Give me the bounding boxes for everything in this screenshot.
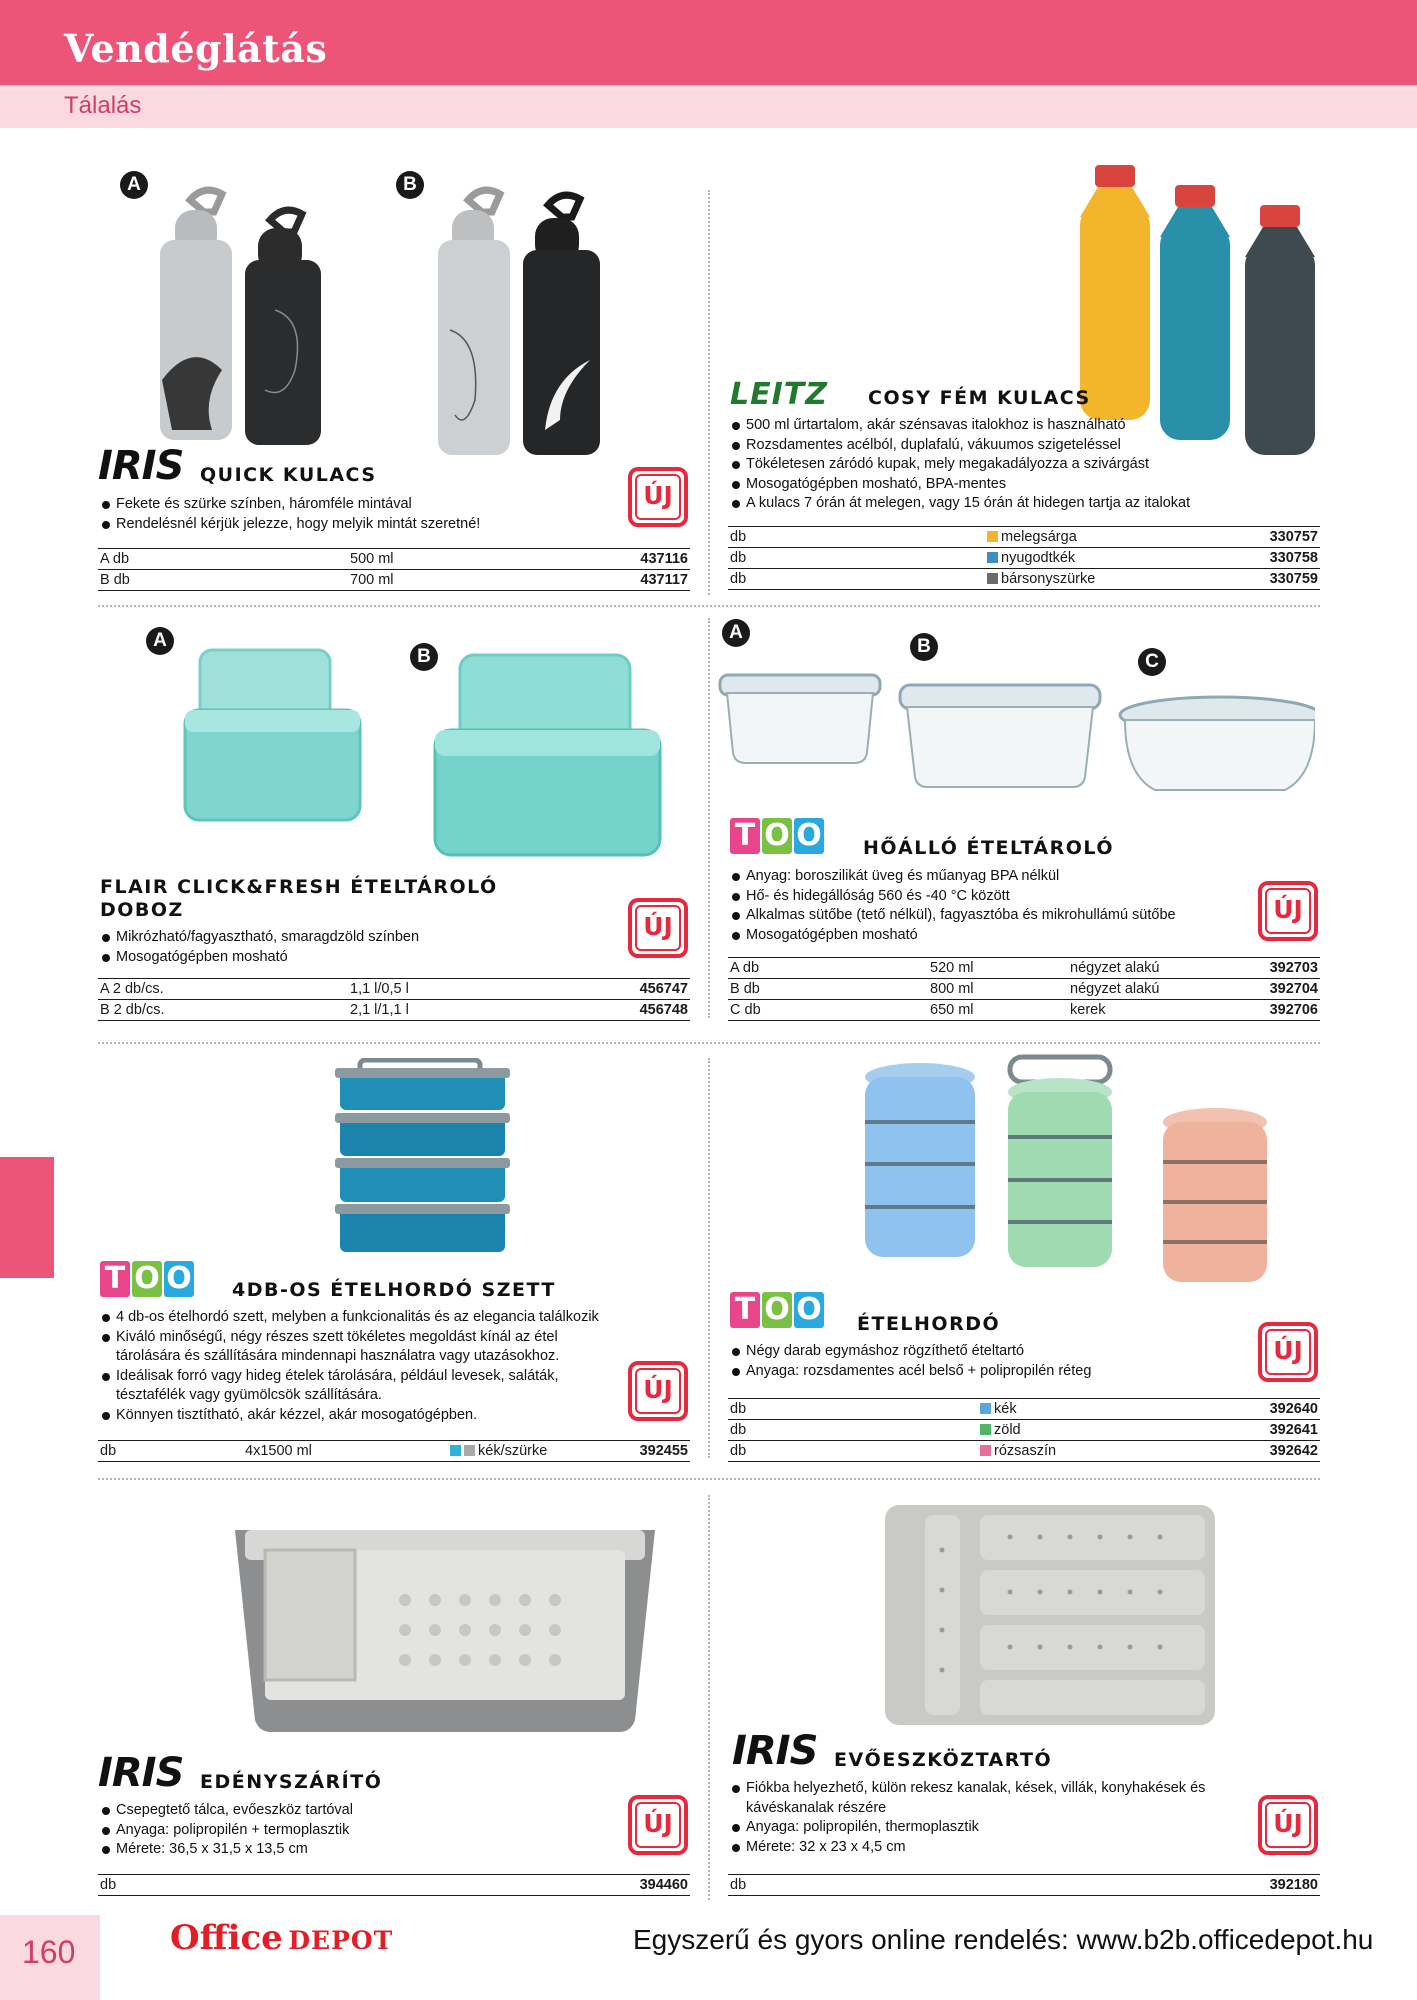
- variant-badge-a: A: [120, 171, 148, 199]
- product-table: [98, 978, 690, 1021]
- product-title: HŐÁLLÓ ÉTELTÁROLÓ: [863, 837, 1114, 859]
- divider-vertical: [708, 190, 710, 595]
- table-row: [728, 1875, 1320, 1896]
- size-cell: 800 ml: [928, 979, 1068, 1000]
- size-cell: 650 ml: [928, 1000, 1068, 1021]
- feature-item: Csepegtető tálca, evőeszköz tartóval: [100, 1801, 600, 1821]
- code-cell: 437116: [512, 549, 690, 570]
- table-row: [98, 570, 690, 591]
- feature-list: [100, 1308, 620, 1425]
- size-cell: 2,1 l/1,1 l: [348, 1000, 535, 1021]
- feature-item: Mikrózható/fagyasztható, smaragdzöld színben: [100, 928, 600, 948]
- brand-logo-too: [730, 818, 824, 854]
- product-table: [728, 1398, 1320, 1462]
- feature-item: 500 ml űrtartalom, akár szénsavas italokhoz is használható: [730, 416, 1290, 436]
- color-label: rózsaszín: [994, 1443, 1057, 1459]
- feature-list: [730, 1779, 1210, 1857]
- table-row: [98, 1875, 690, 1896]
- unit-cell: db: [98, 1875, 262, 1896]
- unit-cell: db: [98, 1441, 243, 1462]
- size-cell: 1,1 l/0,5 l: [348, 979, 535, 1000]
- unit-cell: db: [728, 548, 985, 569]
- brand-logo-iris: IRIS: [732, 1728, 818, 1774]
- unit-cell: db: [728, 1441, 978, 1462]
- shape-cell: kerek: [1068, 1000, 1229, 1021]
- logo-letter: T: [100, 1261, 130, 1297]
- product-title: EDÉNYSZÁRÍTÓ: [200, 1771, 383, 1793]
- side-tab: [0, 1157, 54, 1278]
- divider-vertical: [708, 1495, 710, 1900]
- code-cell: 392640: [1185, 1399, 1320, 1420]
- product-title-line1: FLAIR CLICK&FRESH ÉTELTÁROLÓ: [100, 876, 498, 898]
- bottles-image: [150, 180, 600, 460]
- feature-item: Mérete: 32 x 23 x 4,5 cm: [730, 1838, 1210, 1858]
- logo-depot-text: DEPOT: [288, 1926, 394, 1955]
- feature-item: Mosogatógépben mosható, BPA-mentes: [730, 475, 1290, 495]
- unit-cell: db: [728, 1875, 892, 1896]
- color-label: nyugodtkék: [1001, 550, 1076, 566]
- table-row: [728, 958, 1320, 979]
- product-title-line2: DOBOZ: [100, 899, 184, 921]
- variant-badge-a: A: [722, 619, 750, 647]
- feature-list: [730, 416, 1290, 514]
- table-row: [728, 527, 1320, 548]
- new-badge: ÚJ: [1258, 1322, 1318, 1382]
- variant-badge-c: C: [1138, 648, 1166, 676]
- feature-item: Ideálisak forró vagy hideg ételek tárolására, például levesek, saláták, tésztafélék vagy gyümölcsök szállítására.: [100, 1367, 620, 1406]
- shape-cell: négyzet alakú: [1068, 958, 1229, 979]
- code-cell: 392703: [1229, 958, 1320, 979]
- feature-list: [730, 867, 1290, 945]
- product-table: [728, 526, 1320, 590]
- brand-logo-iris: IRIS: [98, 1750, 184, 1796]
- brand-logo-leitz: LEITZ: [730, 377, 828, 412]
- feature-item: Rendelésnél kérjük jelezze, hogy melyik mintát szeretné!: [100, 515, 600, 535]
- feature-item: Anyaga: polipropilén + termoplasztik: [100, 1821, 600, 1841]
- table-row: [728, 1420, 1320, 1441]
- unit-cell: B db: [98, 570, 348, 591]
- logo-letter: O: [794, 1292, 824, 1328]
- table-row: [98, 1441, 690, 1462]
- office-depot-logo: [170, 1918, 393, 1958]
- stacked-containers-image: [330, 1058, 520, 1258]
- unit-cell: A db: [728, 958, 928, 979]
- table-row: [98, 549, 690, 570]
- shape-cell: négyzet alakú: [1068, 979, 1229, 1000]
- table-row: [728, 548, 1320, 569]
- new-badge: ÚJ: [1258, 881, 1318, 941]
- table-row: [728, 979, 1320, 1000]
- footer-tagline[interactable]: Egyszerű és gyors online rendelés: www.b2b.officedepot.hu: [633, 1924, 1374, 1955]
- code-cell: 392642: [1185, 1441, 1320, 1462]
- unit-cell: db: [728, 527, 985, 548]
- subheader-bar: [0, 85, 1417, 128]
- code-cell: 392641: [1185, 1420, 1320, 1441]
- product-table: [98, 1874, 690, 1896]
- color-swatch: [980, 1445, 991, 1456]
- logo-letter: O: [132, 1261, 162, 1297]
- feature-list: [730, 1342, 1250, 1381]
- divider-vertical: [708, 618, 710, 1018]
- cutlery-tray-image: [880, 1500, 1220, 1730]
- unit-cell: B 2 db/cs.: [98, 1000, 348, 1021]
- new-badge: ÚJ: [628, 1795, 688, 1855]
- tiffin-carriers-image: [860, 1052, 1300, 1287]
- variant-badge-b: B: [410, 643, 438, 671]
- color-label: zöld: [994, 1422, 1021, 1438]
- feature-item: Anyaga: polipropilén, thermoplasztik: [730, 1818, 1210, 1838]
- color-swatch: [980, 1424, 991, 1435]
- variant-badge-b: B: [910, 633, 938, 661]
- feature-item: Alkalmas sütőbe (tető nélkül), fagyasztóba és mikrohullámú sütőbe: [730, 906, 1290, 926]
- dish-rack-image: [225, 1510, 665, 1740]
- code-cell: 437117: [512, 570, 690, 591]
- logo-letter: T: [730, 1292, 760, 1328]
- color-label: bársonyszürke: [1001, 571, 1096, 587]
- table-row: [728, 569, 1320, 590]
- color-cell: [448, 1441, 608, 1462]
- feature-item: Rozsdamentes acélból, duplafalú, vákuumos szigeteléssel: [730, 436, 1290, 456]
- brand-logo-too: [730, 1292, 824, 1328]
- header-bar: [0, 0, 1417, 85]
- code-cell: 456748: [535, 1000, 691, 1021]
- color-label: kék: [994, 1401, 1017, 1417]
- product-table: [728, 957, 1320, 1021]
- brand-logo-iris: IRIS: [98, 443, 184, 489]
- code-cell: 456747: [535, 979, 691, 1000]
- product-title: COSY FÉM KULACS: [868, 387, 1091, 409]
- divider-vertical: [708, 1058, 710, 1458]
- product-table: [728, 1874, 1320, 1896]
- size-cell: 520 ml: [928, 958, 1068, 979]
- table-row: [98, 1000, 690, 1021]
- section-subtitle: Tálalás: [64, 92, 142, 119]
- glass-containers-image: [715, 665, 1315, 815]
- divider-horizontal: [98, 1042, 1320, 1044]
- unit-cell: db: [728, 1399, 978, 1420]
- page-number: 160: [22, 1934, 76, 1970]
- feature-item: Fiókba helyezhető, külön rekesz kanalak, kések, villák, konyhakések és kávéskanalak részére: [730, 1779, 1210, 1818]
- product-title: EVŐESZKÖZTARTÓ: [834, 1749, 1053, 1771]
- code-cell: 330758: [1213, 548, 1320, 569]
- table-row: [728, 1000, 1320, 1021]
- color-swatch: [450, 1445, 461, 1456]
- product-table: [98, 548, 690, 591]
- product-title: ÉTELHORDÓ: [857, 1313, 1001, 1335]
- color-swatch: [464, 1445, 475, 1456]
- logo-letter: O: [762, 818, 792, 854]
- feature-item: 4 db-os ételhordó szett, melyben a funkcionalitás és az elegancia találkozik: [100, 1308, 620, 1328]
- size-cell: 700 ml: [348, 570, 512, 591]
- logo-letter: O: [794, 818, 824, 854]
- table-row: [728, 1441, 1320, 1462]
- code-cell: 392704: [1229, 979, 1320, 1000]
- brand-logo-too: [100, 1261, 194, 1297]
- color-label: kék/szürke: [478, 1443, 548, 1459]
- color-cell: [978, 1441, 1185, 1462]
- new-badge: ÚJ: [628, 898, 688, 958]
- code-cell: 394460: [262, 1875, 690, 1896]
- new-badge: ÚJ: [628, 1361, 688, 1421]
- color-cell: [978, 1420, 1185, 1441]
- unit-cell: C db: [728, 1000, 928, 1021]
- code-cell: 392455: [608, 1441, 691, 1462]
- color-swatch: [987, 531, 998, 542]
- divider-horizontal: [98, 1478, 1320, 1480]
- color-cell: [985, 569, 1213, 590]
- feature-item: Kiváló minőségű, négy részes szett tökéletes megoldást kínál az étel tárolására és szállítására mindennapi használatra vagy utazásokhoz.: [100, 1328, 620, 1367]
- food-containers-image: [180, 640, 680, 865]
- feature-item: Könnyen tisztítható, akár kézzel, akár mosogatógépben.: [100, 1406, 620, 1426]
- feature-item: Anyag: boroszilikát üveg és műanyag BPA nélkül: [730, 867, 1290, 887]
- feature-item: Mosogatógépben mosható: [100, 948, 600, 968]
- table-row: [728, 1399, 1320, 1420]
- color-swatch: [987, 552, 998, 563]
- size-cell: 4x1500 ml: [243, 1441, 448, 1462]
- feature-list: [100, 928, 600, 967]
- feature-item: Anyaga: rozsdamentes acél belső + polipropilén réteg: [730, 1362, 1250, 1382]
- feature-item: Mosogatógépben mosható: [730, 926, 1290, 946]
- color-swatch: [980, 1403, 991, 1414]
- product-table: [98, 1440, 690, 1462]
- code-cell: 392706: [1229, 1000, 1320, 1021]
- product-title: QUICK KULACS: [200, 464, 377, 486]
- color-cell: [985, 527, 1213, 548]
- variant-badge-b: B: [396, 171, 424, 199]
- code-cell: 330757: [1213, 527, 1320, 548]
- logo-letter: T: [730, 818, 760, 854]
- variant-badge-a: A: [146, 627, 174, 655]
- logo-letter: O: [164, 1261, 194, 1297]
- logo-letter: O: [762, 1292, 792, 1328]
- feature-list: [100, 495, 600, 534]
- feature-item: Hő- és hidegállóság 560 és -40 °C között: [730, 887, 1290, 907]
- code-cell: 330759: [1213, 569, 1320, 590]
- color-cell: [978, 1399, 1185, 1420]
- unit-cell: B db: [728, 979, 928, 1000]
- unit-cell: A 2 db/cs.: [98, 979, 348, 1000]
- feature-item: Tökéletesen záródó kupak, mely megakadályozza a szivárgást: [730, 455, 1290, 475]
- table-row: [98, 979, 690, 1000]
- feature-item: Mérete: 36,5 x 31,5 x 13,5 cm: [100, 1840, 600, 1860]
- size-cell: 500 ml: [348, 549, 512, 570]
- color-swatch: [987, 573, 998, 584]
- feature-item: A kulacs 7 órán át melegen, vagy 15 órán át hidegen tartja az italokat: [730, 494, 1290, 514]
- product-title: 4DB-OS ÉTELHORDÓ SZETT: [232, 1279, 556, 1301]
- unit-cell: db: [728, 569, 985, 590]
- color-cell: [985, 548, 1213, 569]
- code-cell: 392180: [892, 1875, 1320, 1896]
- metal-bottles-image: [1080, 160, 1325, 460]
- new-badge: ÚJ: [628, 467, 688, 527]
- page-title: Vendéglátás: [64, 26, 328, 71]
- new-badge: ÚJ: [1258, 1795, 1318, 1855]
- feature-item: Fekete és szürke színben, háromféle mintával: [100, 495, 600, 515]
- unit-cell: db: [728, 1420, 978, 1441]
- logo-office-text: Office: [170, 1918, 283, 1958]
- color-label: melegsárga: [1001, 529, 1077, 545]
- unit-cell: A db: [98, 549, 348, 570]
- feature-item: Négy darab egymáshoz rögzíthető ételtartó: [730, 1342, 1250, 1362]
- divider-horizontal: [98, 605, 1320, 607]
- feature-list: [100, 1801, 600, 1860]
